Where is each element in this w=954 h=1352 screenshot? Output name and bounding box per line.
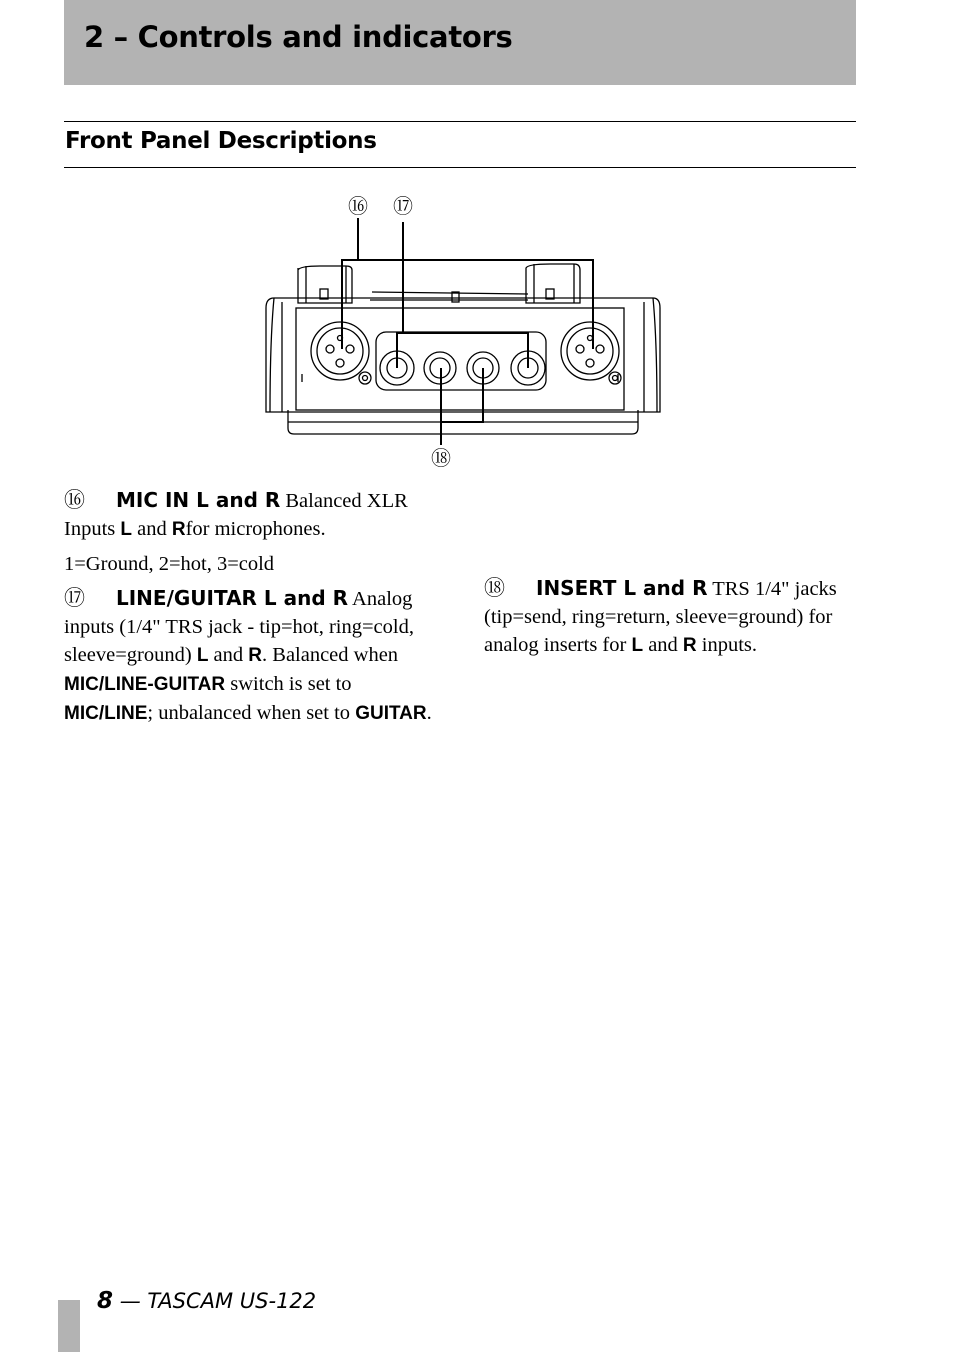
insert-description (484, 574, 856, 660)
text: for microphones. (185, 518, 326, 540)
text: inputs. (696, 634, 758, 656)
bold-text: R (171, 519, 186, 540)
item-term: MIC IN L and R (116, 488, 281, 512)
text: and (643, 634, 683, 656)
mic-in-pinout: 1=Ground, 2=hot, 3=cold (64, 553, 275, 575)
bold-text: GUITAR (355, 703, 427, 724)
left-column (64, 486, 436, 734)
text: . Balanced when (262, 644, 399, 666)
item-number: ⑯ (64, 488, 85, 512)
text: Analog inputs (1/4" TRS jack - tip=hot, ring=cold, sleeve=ground) (64, 588, 414, 666)
text: Balanced XLR Inputs (64, 490, 408, 540)
bold-text: L (196, 645, 209, 666)
page-number: 8 (97, 1288, 114, 1314)
item-number: ⑱ (484, 576, 505, 600)
bold-text: MIC/LINE-GUITAR (64, 674, 226, 695)
callout-17: ⑰ (393, 194, 413, 218)
section-title: Front Panel Descriptions (65, 128, 377, 154)
section-rule-top (64, 121, 856, 122)
footer-bar (58, 1300, 80, 1352)
section-rule-bottom (64, 167, 856, 168)
item-term: LINE/GUITAR L and R (116, 586, 349, 610)
text: . (426, 702, 432, 724)
text: and (131, 518, 172, 540)
bold-text: L (631, 635, 644, 656)
bold-text: MIC/LINE (64, 703, 148, 724)
chapter-title: 2 – Controls and indicators (84, 20, 513, 54)
footer-text: — TASCAM US-122 (113, 1289, 317, 1313)
item-term: INSERT L and R (536, 576, 708, 600)
bold-text: L (120, 519, 132, 540)
chapter-header (64, 0, 856, 85)
text: switch is set to (225, 673, 352, 695)
callout-18: ⑱ (431, 446, 451, 470)
page-footer (97, 1288, 316, 1314)
bold-text: R (248, 645, 263, 666)
item-number: ⑰ (64, 586, 85, 610)
bold-text: R (682, 635, 697, 656)
line-guitar-description (64, 584, 436, 728)
callout-16: ⑯ (348, 194, 368, 218)
text: ; unbalanced when set to (147, 702, 356, 724)
front-panel-diagram (260, 190, 665, 475)
right-knob-illustration (526, 264, 580, 303)
mic-in-description (64, 486, 436, 544)
text: and (208, 644, 249, 666)
right-column (484, 486, 856, 666)
text: TRS 1/4" jacks (tip=send, ring=return, sleeve=ground) for analog inserts for (484, 578, 837, 656)
